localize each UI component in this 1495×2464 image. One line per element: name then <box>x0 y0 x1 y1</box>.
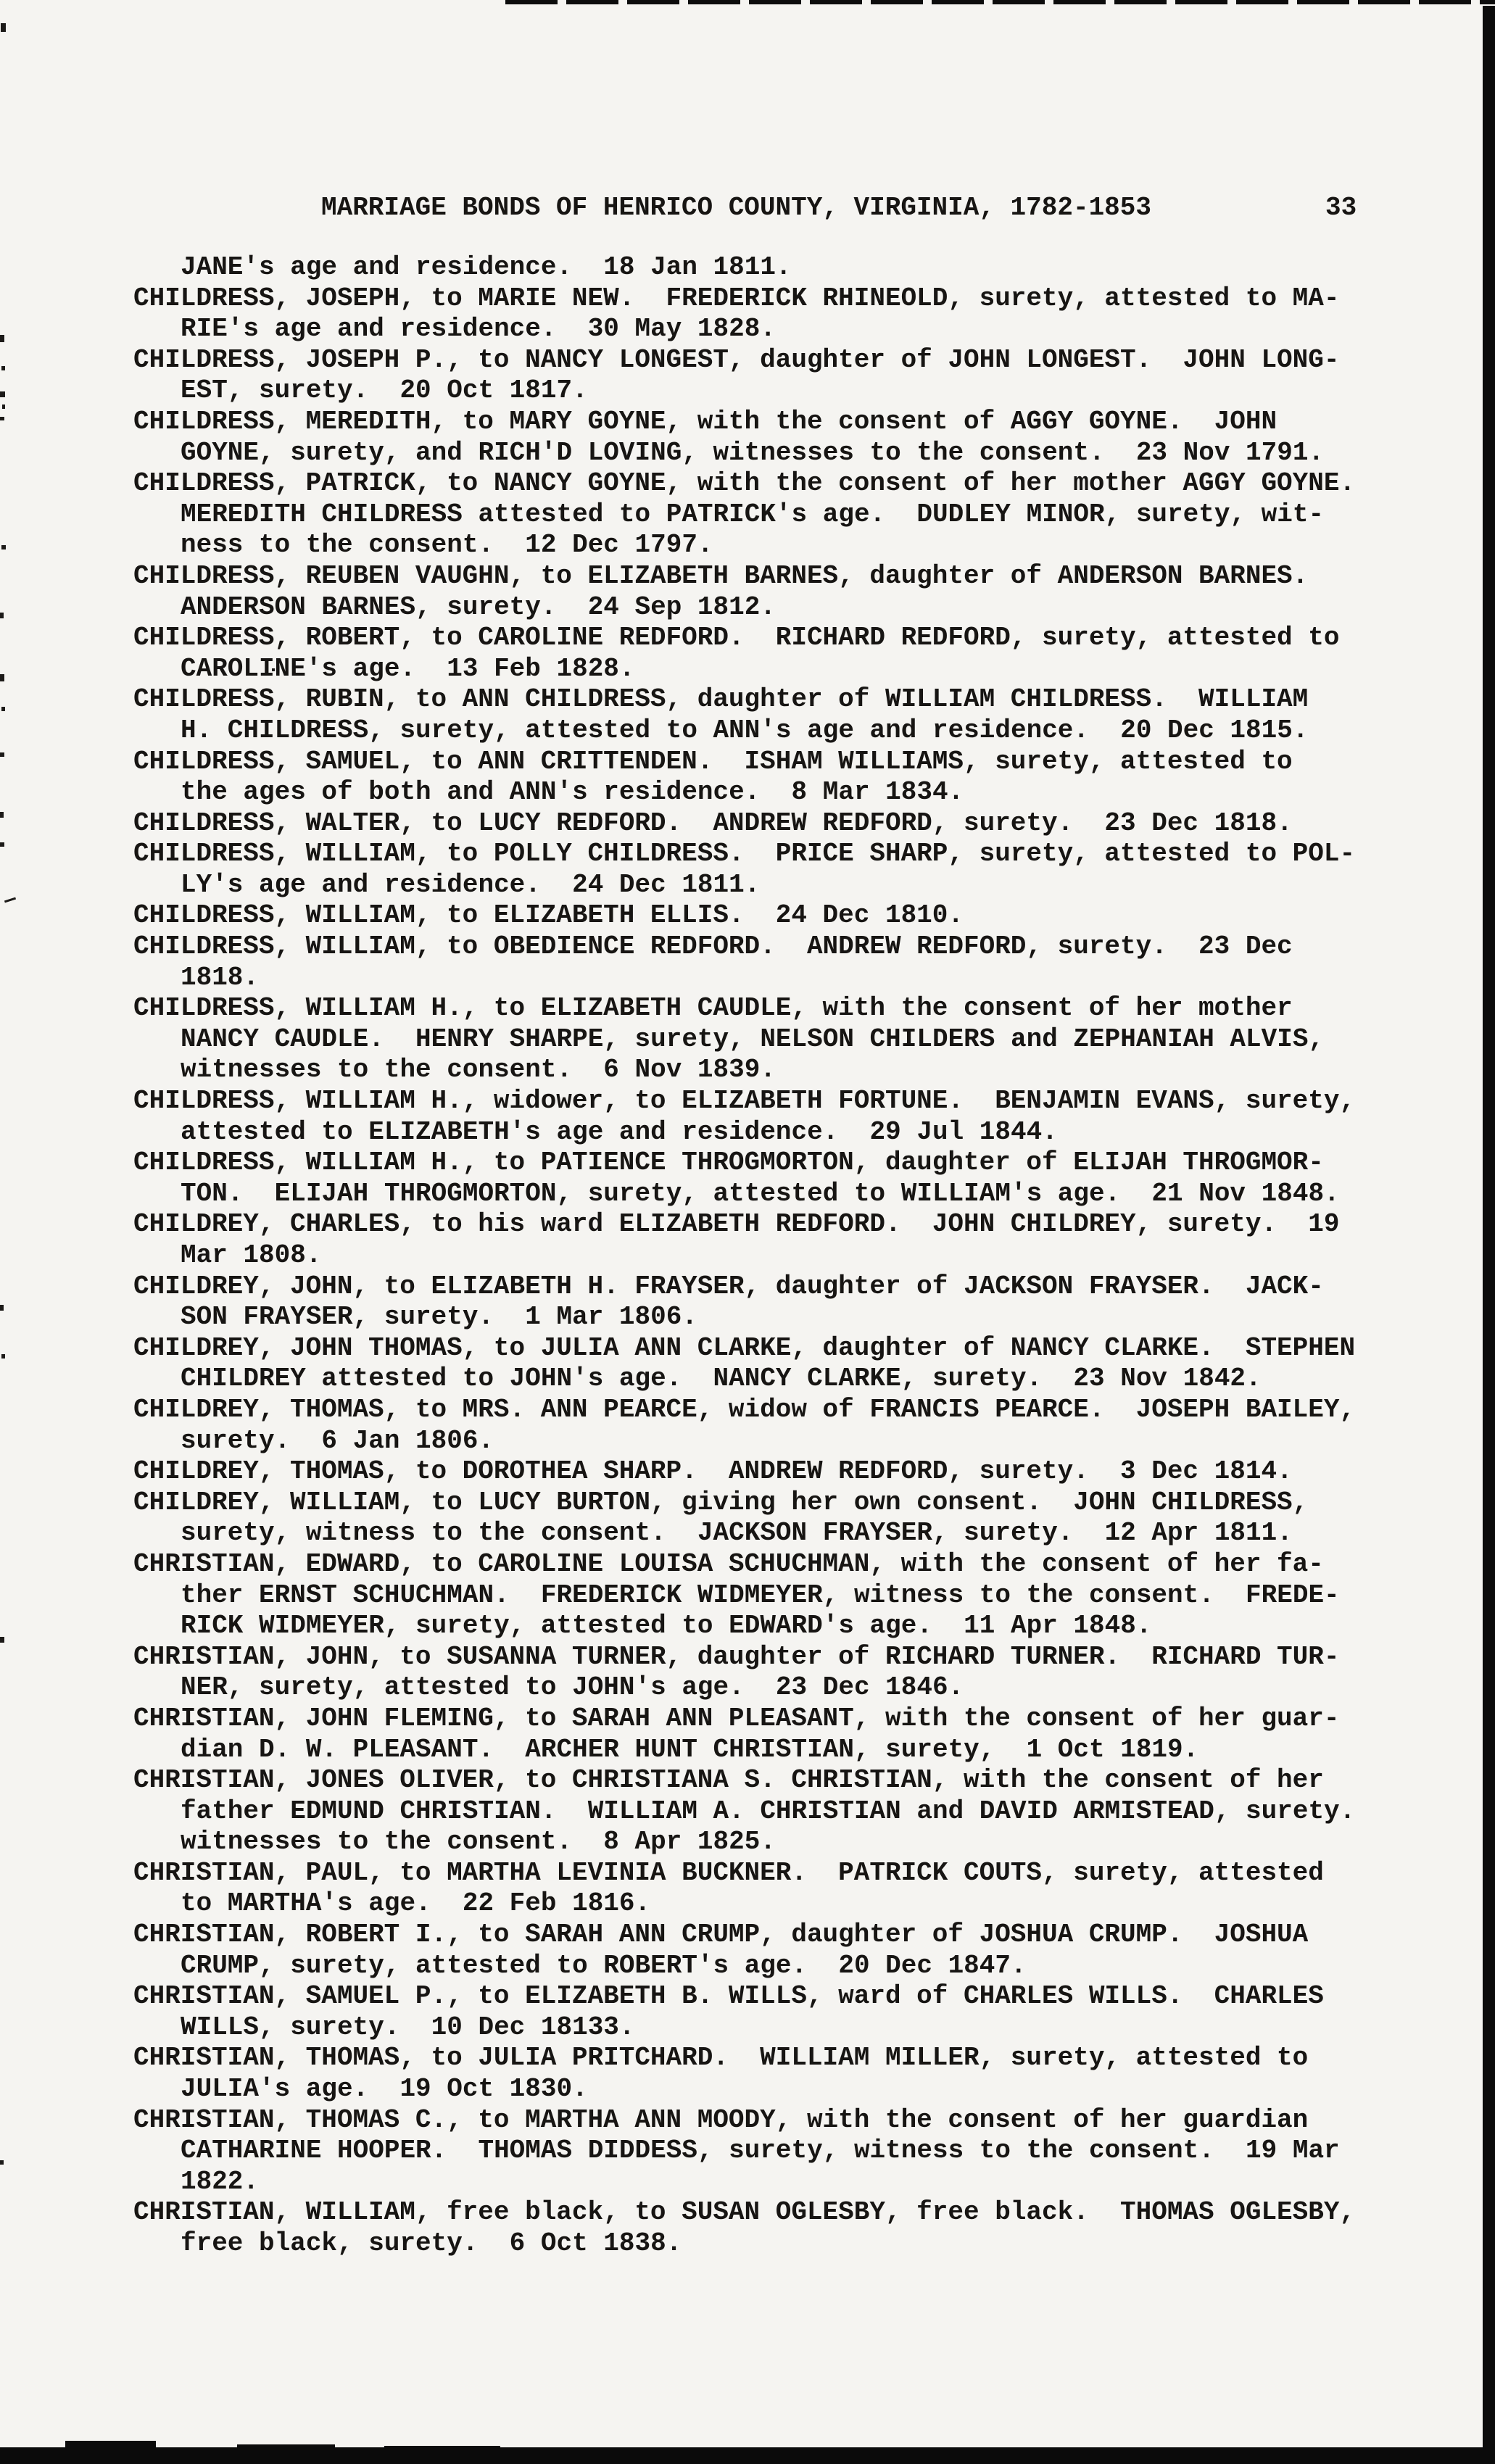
text-line: CHRISTIAN, ROBERT I., to SARAH ANN CRUMP, daughter of JOSHUA CRUMP. JOSHUA <box>133 1920 1309 1950</box>
scan-speck <box>0 752 4 757</box>
page-title: MARRIAGE BONDS OF HENRICO COUNTY, VIRGINIA, 1782-1853 <box>321 193 1151 223</box>
text-line: CHILDRESS, WILLIAM H., to ELIZABETH CAUDLE, with the consent of her mother <box>133 993 1293 1024</box>
text-line: CAROLINE's age. 13 Feb 1828. <box>181 653 635 684</box>
text-line: CRUMP, surety, attested to ROBERT's age. 20 Dec 1847. <box>181 1950 1027 1980</box>
text-line: CATHARINE HOOPER. THOMAS DIDDESS, surety, witness to the consent. 19 Mar <box>181 2136 1340 2166</box>
scan-edge-bottom-step <box>237 2444 335 2450</box>
text-line: CHILDREY, THOMAS, to DOROTHEA SHARP. ANDREW REDFORD, surety. 3 Dec 1814. <box>133 1456 1293 1487</box>
text-line: dian D. W. PLEASANT. ARCHER HUNT CHRISTIAN, surety, 1 Oct 1819. <box>181 1734 1199 1764</box>
scan-speck <box>1 707 5 711</box>
text-line: 1818. <box>181 962 260 992</box>
text-line: CHILDRESS, SAMUEL, to ANN CRITTENDEN. ISHAM WILLIAMS, surety, attested to <box>133 746 1293 776</box>
text-line: CHILDREY, JOHN THOMAS, to JULIA ANN CLARKE, daughter of NANCY CLARKE. STEPHEN <box>133 1332 1356 1363</box>
text-line: GOYNE, surety, and RICH'D LOVING, witnesses to the consent. 23 Nov 1791. <box>181 437 1325 468</box>
text-line: CHILDRESS, JOSEPH, to MARIE NEW. FREDERICK RHINEOLD, surety, attested to MA- <box>133 283 1340 313</box>
text-line: CHILDRESS, WILLIAM, to POLLY CHILDRESS. PRICE SHARP, surety, attested to POL- <box>133 839 1356 869</box>
scan-speck <box>0 1305 4 1311</box>
scan-speck <box>1 366 5 370</box>
scan-speck <box>0 335 4 342</box>
text-line: TON. ELIJAH THROGMORTON, surety, attested to WILLIAM's age. 21 Nov 1848. <box>181 1178 1340 1208</box>
scan-speck <box>0 674 4 681</box>
scan-speck <box>2 405 5 409</box>
text-line: WILLS, surety. 10 Dec 18133. <box>181 2012 635 2042</box>
text-line: father EDMUND CHRISTIAN. WILLIAM A. CHRISTIAN and DAVID ARMISTEAD, surety. <box>181 1796 1356 1826</box>
text-line: CHILDRESS, WALTER, to LUCY REDFORD. ANDREW REDFORD, surety. 23 Dec 1818. <box>133 808 1293 838</box>
text-line: Mar 1808. <box>181 1240 322 1270</box>
text-line: CHRISTIAN, JOHN FLEMING, to SARAH ANN PLEASANT, with the consent of her guar- <box>133 1703 1340 1733</box>
text-line: CHRISTIAN, PAUL, to MARTHA LEVINIA BUCKNER. PATRICK COUTS, surety, attested <box>133 1857 1324 1888</box>
text-line: CHILDREY, JOHN, to ELIZABETH H. FRAYSER, daughter of JACKSON FRAYSER. JACK- <box>133 1271 1324 1301</box>
text-line: CHILDRESS, WILLIAM, to OBEDIENCE REDFORD. ANDREW REDFORD, surety. 23 Dec <box>133 932 1293 962</box>
text-line: CHRISTIAN, EDWARD, to CAROLINE LOUISA SCHUCHMAN, with the consent of her fa- <box>133 1548 1324 1579</box>
text-line: surety, witness to the consent. JACKSON FRAYSER, surety. 12 Apr 1811. <box>181 1518 1293 1548</box>
scan-speck <box>0 2160 4 2165</box>
text-line: NANCY CAUDLE. HENRY SHARPE, surety, NELSON CHILDERS and ZEPHANIAH ALVIS, <box>181 1024 1325 1054</box>
text-line: JULIA's age. 19 Oct 1830. <box>181 2074 588 2104</box>
scan-edge-top <box>505 0 1495 4</box>
page-header <box>0 193 1495 225</box>
text-line: MEREDITH CHILDRESS attested to PATRICK's age. DUDLEY MINOR, surety, wit- <box>181 499 1325 529</box>
text-line: LY's age and residence. 24 Dec 1811. <box>181 869 761 900</box>
scan-edge-right <box>1483 6 1495 2464</box>
text-line: CHRISTIAN, THOMAS, to JULIA PRITCHARD. WILLIAM MILLER, surety, attested to <box>133 2043 1309 2073</box>
text-line: CHILDRESS, WILLIAM H., widower, to ELIZABETH FORTUNE. BENJAMIN EVANS, surety, <box>133 1086 1356 1116</box>
scan-speck <box>1 545 6 549</box>
text-line: CHILDREY, WILLIAM, to LUCY BURTON, giving her own consent. JOHN CHILDRESS, <box>133 1487 1309 1517</box>
scan-edge-bottom <box>0 2447 1495 2464</box>
text-line: CHILDRESS, REUBEN VAUGHN, to ELIZABETH BARNES, daughter of ANDERSON BARNES. <box>133 560 1309 591</box>
text-line: ness to the consent. 12 Dec 1797. <box>181 530 713 560</box>
scan-edge-bottom-step <box>65 2441 156 2450</box>
text-line: CHRISTIAN, JONES OLIVER, to CHRISTIANA S. CHRISTIAN, with the consent of her <box>133 1765 1324 1796</box>
page-number: 33 <box>1325 193 1357 223</box>
scan-speck <box>1 1354 5 1358</box>
text-line: the ages of both and ANN's residence. 8 Mar 1834. <box>181 777 964 808</box>
text-line: CHILDRESS, RUBIN, to ANN CHILDRESS, daughter of WILLIAM CHILDRESS. WILLIAM <box>133 684 1309 715</box>
text-line: attested to ELIZABETH's age and residence. 29 Jul 1844. <box>181 1116 1058 1147</box>
text-line: CHRISTIAN, JOHN, to SUSANNA TURNER, daughter of RICHARD TURNER. RICHARD TUR- <box>133 1641 1340 1672</box>
text-line: NER, surety, attested to JOHN's age. 23 Dec 1846. <box>181 1672 964 1703</box>
scan-speck <box>0 1637 4 1643</box>
text-line: EST, surety. 20 Oct 1817. <box>181 376 588 406</box>
text-line: CHILDRESS, WILLIAM, to ELIZABETH ELLIS. 24 Dec 1810. <box>133 900 964 931</box>
text-line: 1822. <box>181 2166 260 2197</box>
text-line: ther ERNST SCHUCHMAN. FREDERICK WIDMEYER, witness to the consent. FREDE- <box>181 1580 1340 1610</box>
text-line: RIE's age and residence. 30 May 1828. <box>181 314 776 344</box>
scan-speck <box>0 842 4 847</box>
text-line: CHILDRESS, MEREDITH, to MARY GOYNE, with the consent of AGGY GOYNE. JOHN <box>133 406 1277 436</box>
text-line: to MARTHA's age. 22 Feb 1816. <box>181 1888 651 1919</box>
text-line: ANDERSON BARNES, surety. 24 Sep 1812. <box>181 592 776 622</box>
text-line: surety. 6 Jan 1806. <box>181 1425 494 1456</box>
scan-speck <box>0 417 4 420</box>
text-line: CHILDREY, THOMAS, to MRS. ANN PEARCE, widow of FRANCIS PEARCE. JOSEPH BAILEY, <box>133 1394 1356 1424</box>
scan-speck <box>4 897 16 903</box>
text-line: CHILDRESS, ROBERT, to CAROLINE REDFORD. RICHARD REDFORD, surety, attested to <box>133 623 1340 653</box>
text-line: free black, surety. 6 Oct 1838. <box>181 2228 682 2258</box>
text-line: SON FRAYSER, surety. 1 Mar 1806. <box>181 1302 697 1332</box>
scan-edge-bottom-step <box>384 2446 500 2450</box>
text-line: CHRISTIAN, SAMUEL P., to ELIZABETH B. WILLS, ward of CHARLES WILLS. CHARLES <box>133 1981 1324 2012</box>
text-line: CHILDREY attested to JOHN's age. NANCY CLARKE, surety. 23 Nov 1842. <box>181 1364 1262 1394</box>
text-line: witnesses to the consent. 8 Apr 1825. <box>181 1827 776 1857</box>
scan-speck <box>0 613 4 618</box>
page-body <box>133 252 1388 2260</box>
text-line: JANE's age and residence. 18 Jan 1811. <box>181 252 792 282</box>
text-line: H. CHILDRESS, surety, attested to ANN's age and residence. 20 Dec 1815. <box>181 715 1309 745</box>
scan-speck <box>0 391 5 397</box>
text-line: CHILDRESS, PATRICK, to NANCY GOYNE, with the consent of her mother AGGY GOYNE. <box>133 468 1356 499</box>
text-line: RICK WIDMEYER, surety, attested to EDWARD's age. 11 Apr 1848. <box>181 1611 1152 1641</box>
scan-speck <box>1 23 6 32</box>
text-line: CHRISTIAN, WILLIAM, free black, to SUSAN OGLESBY, free black. THOMAS OGLESBY, <box>133 2197 1356 2228</box>
text-line: CHRISTIAN, THOMAS C., to MARTHA ANN MOODY, with the consent of her guardian <box>133 2104 1309 2135</box>
scan-speck <box>0 812 4 818</box>
text-line: witnesses to the consent. 6 Nov 1839. <box>181 1055 776 1085</box>
text-line: CHILDRESS, JOSEPH P., to NANCY LONGEST, daughter of JOHN LONGEST. JOHN LONG- <box>133 344 1340 375</box>
text-line: CHILDRESS, WILLIAM H., to PATIENCE THROGMORTON, daughter of ELIJAH THROGMOR- <box>133 1148 1324 1178</box>
text-line: CHILDREY, CHARLES, to his ward ELIZABETH REDFORD. JOHN CHILDREY, surety. 19 <box>133 1209 1340 1240</box>
